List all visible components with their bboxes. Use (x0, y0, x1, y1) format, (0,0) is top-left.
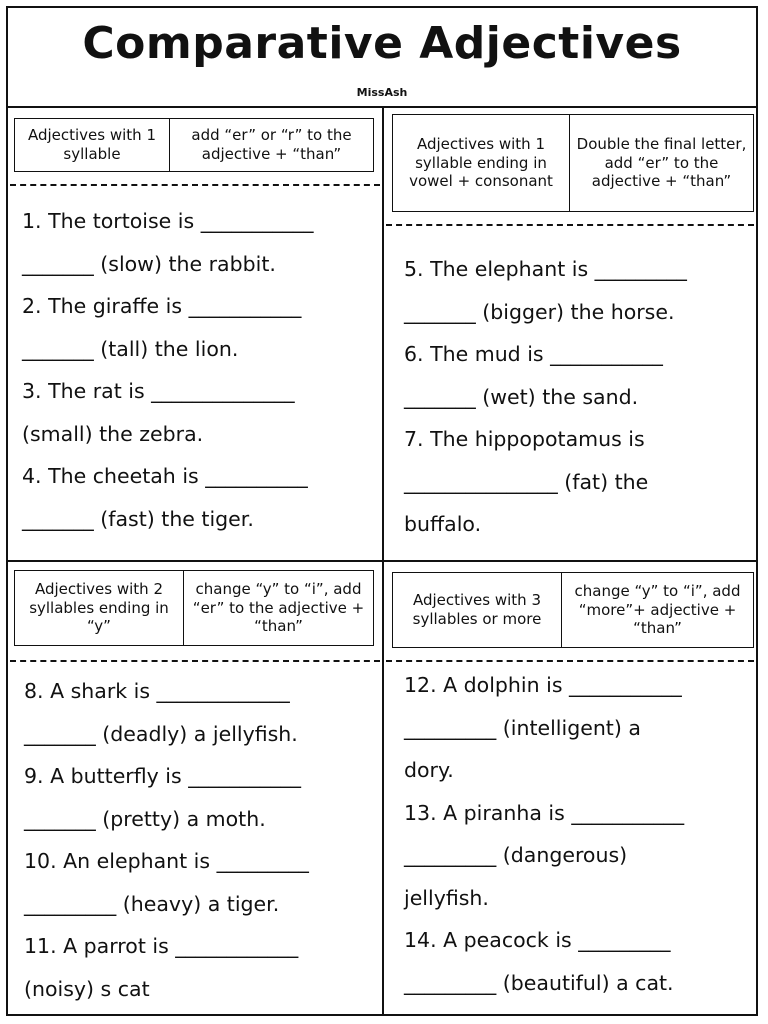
question-line: (noisy) s cat (24, 976, 150, 1001)
question-line: _______ (wet) the sand. (404, 384, 639, 409)
question-line: 10. An elephant is _________ (24, 849, 309, 873)
dashed-separator (10, 660, 380, 662)
dashed-separator (386, 224, 754, 226)
question-line: _______ (bigger) the horse. (404, 299, 675, 324)
question-line: (small) the zebra. (22, 421, 204, 446)
question-line: 4. The cheetah is __________ (22, 464, 308, 488)
question-line: 12. A dolphin is ___________ (404, 673, 682, 697)
rule-category: Adjectives with 3 syllables or more (412, 591, 542, 628)
question-line: 3. The rat is ______________ (22, 379, 295, 403)
rule-instruction: Double the final letter, add “er” to the adjective + “than” (569, 115, 753, 211)
rule-box-1-syllable-cvc (392, 114, 754, 212)
dashed-separator (386, 660, 754, 662)
question-line: jellyfish. (404, 885, 489, 910)
question-line: 2. The giraffe is ___________ (22, 294, 302, 318)
rule-instruction: change “y” to “i”, add “er” to the adjective + “than” (183, 571, 373, 645)
dashed-separator (10, 184, 380, 186)
question-list-1 (22, 200, 378, 540)
rule-instruction: add “er” or “r” to the adjective + “than” (169, 119, 373, 171)
question-line: 14. A peacock is _________ (404, 928, 671, 952)
question-line: 8. A shark is _____________ (24, 679, 290, 703)
rule-category: Adjectives with 2 syllables ending in “y” (29, 579, 169, 636)
worksheet (6, 6, 758, 1016)
question-line: 1. The tortoise is ___________ (22, 209, 314, 233)
question-line: 5. The elephant is _________ (404, 257, 687, 281)
question-line: _______ (tall) the lion. (22, 336, 239, 361)
rule-instruction: change “y” to “i”, add “more”+ adjective + “than” (561, 573, 753, 647)
question-line: dory. (404, 758, 454, 782)
rule-box-1-syllable (14, 118, 374, 172)
question-line: _________ (intelligent) a (404, 715, 641, 740)
question-list-4 (404, 664, 754, 1004)
question-line: _________ (heavy) a tiger. (24, 891, 280, 916)
question-line: 13. A piranha is ___________ (404, 800, 685, 825)
question-line: _______ (deadly) a jellyfish. (24, 721, 298, 746)
question-line: 6. The mud is ___________ (404, 342, 663, 366)
rule-box-2-syllables (14, 570, 374, 646)
question-list-3 (24, 670, 378, 1010)
question-line: 9. A butterfly is ___________ (24, 764, 301, 788)
rule-box-3-syllables (392, 572, 754, 648)
question-line: 11. A parrot is ____________ (24, 934, 299, 958)
question-line: _______________ (fat) the (404, 469, 649, 494)
question-line: 7. The hippopotamus is (404, 427, 645, 451)
page-title: Comparative Adjectives (82, 18, 682, 69)
author-credit: MissAsh (356, 86, 408, 99)
horizontal-divider (8, 560, 756, 562)
question-line: _______ (fast) the tiger. (22, 506, 254, 531)
question-line: buffalo. (404, 512, 482, 536)
question-line: _________ (dangerous) (404, 843, 628, 867)
worksheet-header (8, 8, 756, 108)
question-list-2 (404, 248, 754, 546)
rule-category: Adjectives with 1 syllable (27, 126, 157, 163)
question-line: _______ (pretty) a moth. (24, 806, 266, 831)
rule-category: Adjectives with 1 syllable ending in vowel + consonant (409, 134, 553, 191)
question-line: _______ (slow) the rabbit. (22, 251, 276, 276)
question-line: _________ (beautiful) a cat. (404, 970, 674, 995)
